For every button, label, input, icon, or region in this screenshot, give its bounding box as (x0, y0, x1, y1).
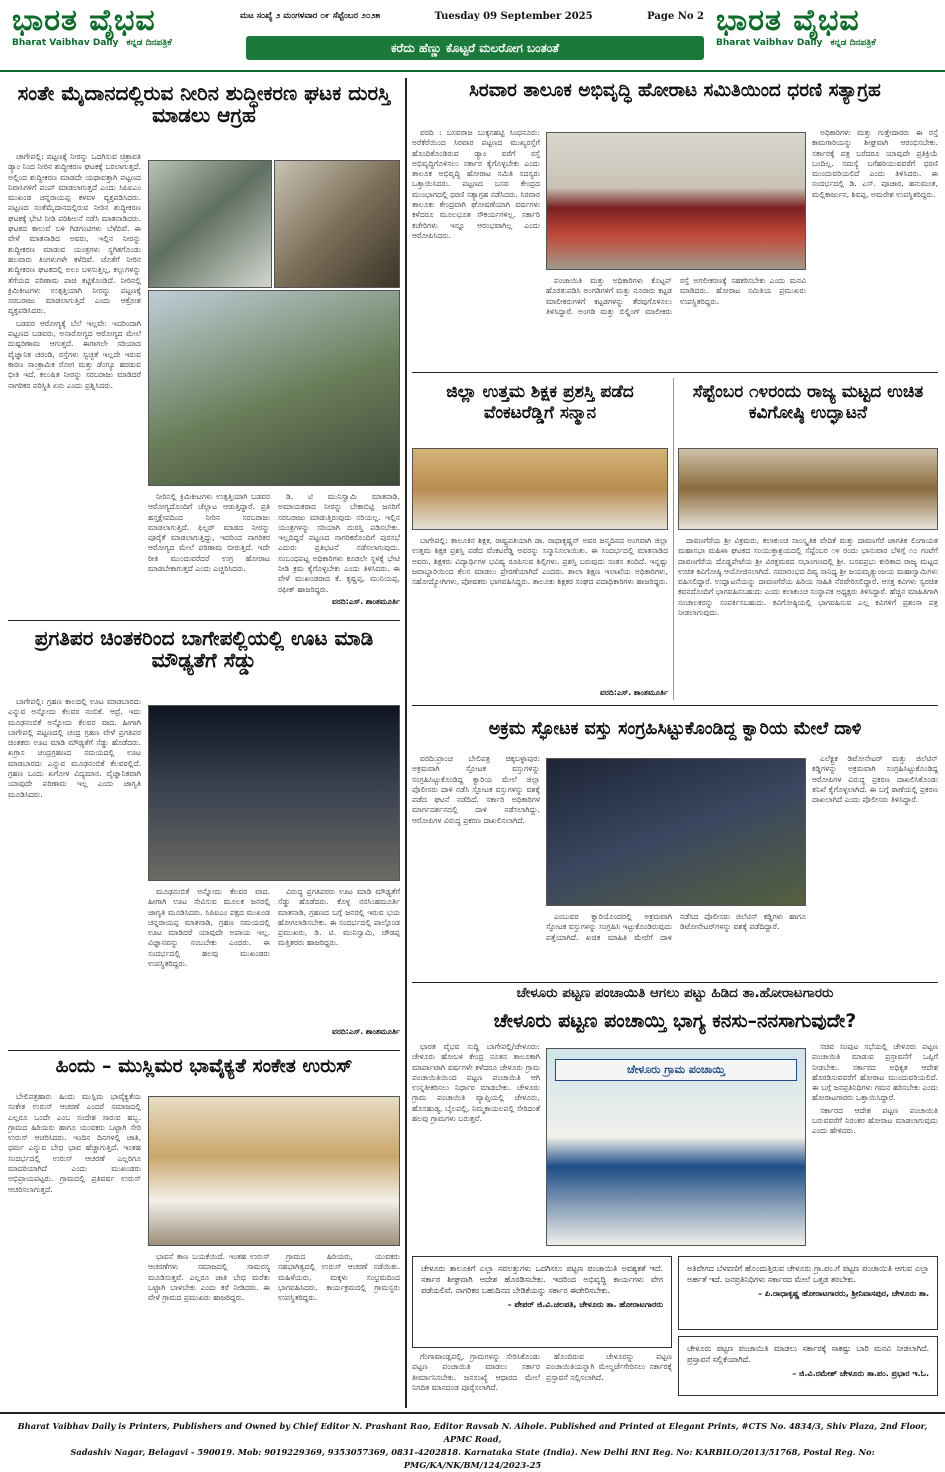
imprint-footer (0, 1412, 945, 1470)
article-body-bottom2 (546, 1352, 672, 1402)
article-byline: ವರದಿ:ಎಸ್. ಶಾಂತಮೂರ್ತಿ (332, 1027, 400, 1036)
article-body-col2 (546, 912, 806, 976)
article-headline: ಅಕ್ರಮ ಸ್ಫೋಟಕ ವಸ್ತು ಸಂಗ್ರಹಿಸಿಟ್ಟುಕೊಂಡಿದ್ದ ಕ್ವಾರಿಯ ಮೇಲೆ ದಾಳಿ (488, 719, 862, 739)
article-poetry-meet (678, 378, 938, 700)
article-quarry-raid (412, 710, 938, 978)
quote-box-radhakrishna (678, 1256, 938, 1330)
imprint-line-2: Sadashiv Nagar, Belagavi - 590019. Mob: 9019229369, 9353057369, 0831-4202818. Karnataka State (India). New Delhi RNI Reg. No: KARBILO/2013/51768, Postal Reg. No: PMG/KA/NK/BM/124/2023-25 (70, 1447, 875, 1470)
quote-text: ಅತಿವೇಗದ ಬೆಳವಣಿಗೆ ಹೊಂದುತ್ತಿರುವ ಚೇಳೂರು ಗ್ರಾ.ಪಂ.ಗೆ ಪಟ್ಟಣ ಪಂಚಾಯಿತಿ ಆಗುವ ಎಲ್ಲಾ ಅರ್ಹತೆ ಇದೆ. ಜನಪ್ರತಿನಿಧಿಗಳು ಸರ್ಕಾರದ ಮೇಲೆ ಒತ್ತಡ ತರಬೇಕು. (687, 1264, 929, 1284)
article-paragraph: ಚಾಗೇಪಲ್ಲಿ: ಪಟ್ಟಣಕ್ಕೆ ನೀರನ್ನು ಒದಗಿಸುವ ಚಿತ್ರಾವತಿ ಡ್ಯಾಂ ನಿಂದ ನೀರಿನ ಶುದ್ಧೀಕರಣ ಘಟಕಕ್ಕೆ ಬರಲಾಗುತ್ತದೆ. ಅಲ್ಲಿಂದ ಶುದ್ಧೀಕರಣ ಮಾಡದೇ ಯಥಾವತ್ತಾಗಿ ಪಟ್ಟಣದ ನಿವಾಸಿಗಳಿಗೆ ಪಂಪ್ ಮಾಡಲಾಗುತ್ತದೆ ಎಂದು ಸಿಪಿಐಎಂ ಮುಖಂಡ ಚನ್ನರಾಯಪ್ಪ ಕಳವಳ ವ್ಯಕ್ತಪಡಿಸಿದರು. ಪಟ್ಟಣದ ಸಂತೆಮೈದಾನದಲ್ಲಿರುವ ನೀರಿನ ಶುದ್ಧೀಕರಣ ಘಟಕಕ್ಕೆ ಭೇಟಿ ನೀಡಿ ಪರಿಶೀಲನೆ ನಡೆಸಿ ಮಾತನಾಡಿದರು. ಘಟಕದ ಕಾಲುವೆ ಬಳಿ ಗಿಡಗಂಟಿಗಳು ಬೆಳೆದಿವೆ. ಈ ವೇಳೆ ಮಾತನಾಡಿದ ಅವರು, ಇಲ್ಲಿನ ನೀರನ್ನು ಶುದ್ಧೀಕರಣ ಮಾಡುವ ಯಂತ್ರಗಳು ಸ್ಥಗಿತಗೊಂಡು ಹಲವಾರು ತಿಂಗಳುಗಳೇ ಕಳೆದಿವೆ. ಜೊತೆಗೆ ನೀರಿನ ಶುದ್ಧೀಕರಣ ಘಟಕದಲ್ಲಿ ಅಲಂ ಬಳಸುತ್ತಿಲ್ಲ, ಕಲ್ಲುಗಳನ್ನು ತೆಗೆಯದ ಪರಿಣಾಮ ಪಾಚಿ ಕಟ್ಟಿಕೊಂಡಿದೆ. ನೀರಿನಲ್ಲಿ ಕ್ರಿಮಿಕೀಟಗಳು ಉತ್ಪತ್ತಿಯಾಗಿ ನೀರನ್ನು ಪಟ್ಟಣಕ್ಕೆ ಸರಬರಾಜು ಮಾಡಲಾಗುತ್ತಿದೆ ಎಂದು ಆಕ್ರೋಶ ವ್ಯಕ್ತಪಡಿಸಿದರು. (8, 152, 141, 316)
logo-english-right: Bharat Vaibhav Daily (716, 38, 823, 48)
photo-police-raid (546, 758, 806, 906)
article-paragraph: ಭಾವನೆ ಕಾಣ ಬಯಕೆಯಿದೆ. ಇಂತಹ ಉರುಸ್ ಆಚರಣೆಗಳು ಸಮಾಜದಲ್ಲಿ ಸಾಮರಸ್ಯ ಮೂಡಿಸುತ್ತವೆ. ಎಲ್ಲರೂ ಜಾತಿ ಬೇಧ ಮರೆತು ಒಟ್ಟಾಗಿ ಬಾಳಬೇಕು ಎಂದು ಕರೆ ನೀಡಿದರು. ಈ ವೇಳೆ ಗ್ರಾಮದ ಪ್ರಮುಖರು ಹಾಜರಿದ್ದರು. (148, 1252, 270, 1303)
article-headline: ಸಿರವಾರ ತಾಲೂಕ ಅಭಿವೃದ್ಧಿ ಹೋರಾಟ ಸಮಿತಿಯಿಂದ ಧರಣಿ ಸತ್ಯಾಗ್ರಹ (469, 80, 881, 101)
article-paragraph: ದಾವಣಗೆರೆಯ ಶ್ರೀ ವಿಕ್ರಮರು, ಕಲಾಕುಂಚ ಸಾಂಸ್ಕೃತಿಕ ವೇದಿಕೆ ಮತ್ತು ದಾವಣಗೆರೆ ಜಾಗತಿಕ ಲಿಂಗಾಯತ ಮಹಾಸಭಾ ಮಹಿಳಾ ಘಟಕದ ಸಂಯುಕ್ತಾಶ್ರಯದಲ್ಲಿ ಸೆಪ್ಟೆಂಬರ ೧೪ ರಂದು ಭಾನುವಾರ ಬೆಳಿಗ್ಗೆ ೧೦ ಗಂಟೆಗೆ ದಾವಣಗೆರೆಯ ದೊಡ್ಡಪೇಟೆಯ ಶ್ರೀ ವಿರಕ್ತಮಠದ ಸಭಾಂಗಣದಲ್ಲಿ ಶ್ರೀ. ಬಸವಪ್ರಭು ಕುರಿತಾದ ರಾಜ್ಯ ಮಟ್ಟದ ಉಚಿತ ಕವಿಗೋಷ್ಠಿ ಆಯೋಜಿಸಲಾಗಿದೆ. ಸಮಾರಂಭದ ದಿವ್ಯ ಸಾನಿಧ್ಯ ಶ್ರೀ ಜಯಮೃತ್ಯುಂಜಯ ಮಹಾಸ್ವಾಮಿಗಳು ವಹಿಸಲಿದ್ದಾರೆ. ಉದ್ಘಾಟನೆಯನ್ನು ದಾವಣಗೆರೆಯ ಹಿರಿಯ ಸಾಹಿತಿ ನೆರವೇರಿಸಲಿದ್ದಾರೆ. ಆಸಕ್ತ ಕವಿಗಳು ಸ್ವರಚಿತ ಕವನದೊಂದಿಗೆ ಭಾಗವಹಿಸಬಹುದು ಎಂದು ಕಲಾಕುಂಚ ಸಂಸ್ಥಾಪಕ ಅಧ್ಯಕ್ಷರು ತಿಳಿಸಿದ್ದಾರೆ. ಹೆಚ್ಚಿನ ಮಾಹಿತಿಗಾಗಿ ಸಂಚಾಲಕರನ್ನು ಸಂಪರ್ಕಿಸಬಹುದು. ಕವಿಗೋಷ್ಠಿಯಲ್ಲಿ ಭಾಗವಹಿಸುವ ಎಲ್ಲ ಕವಿಗಳಿಗೆ ಪ್ರಶಂಸಾ ಪತ್ರ ನೀಡಲಾಗುವುದು. (678, 536, 938, 618)
article-body-col3 (278, 1252, 400, 1402)
article-paragraph: ವಿರುದ್ಧ ಪ್ರಗತಿಪರರು ಊಟ ಮಾಡಿ ಮೌಢ್ಯತೆಗೆ ಸೆಡ್ಡು ಹೊಡೆದರು. ಕೊಳ್ಳ ನರಸಿಂಹಮೂರ್ತಿ ಮಾತನಾಡಿ, ಗ್ರಹಣದ ಬಗ್ಗೆ ಜನರಲ್ಲಿ ಇರುವ ಭಯ ಹೋಗಲಾಡಿಸಬೇಕು. ಈ ಸಂದರ್ಭದಲ್ಲಿ ಪಾಲ್ಗೊಂಡ ಪ್ರಮುಖರು, ಡಿ. ಟಿ. ಮುನಿಸ್ವಾಮಿ, ಚೌಡಪ್ಪ ಮತ್ತಿತರರು ಹಾಜರಿದ್ದರು. (278, 887, 400, 948)
article-paragraph: ವರದಿ : ಬಸವರಾಜ ಬುಕ್ಕನಹಟ್ಟಿ ಸಿಂಧನೂರು: ಅರೆಕೆರೆಯಿಂದ ಸಿರವಾರ ಪಟ್ಟಣದ ಮುಖ್ಯರಸ್ತೆಗೆ ಹೊಂದಿಕೊಂಡಿರುವ ಡ್ಯಾಂ ವರೆಗೆ ರಸ್ತೆ ಅಭಿವೃದ್ಧಿಗೊಳಿಸಲು ಸರ್ಕಾರ ಕೈಗೊಳ್ಳಬೇಕು ಎಂದು ತಾಲೂಕ ಅಭಿವೃದ್ಧಿ ಹೋರಾಟ ಸಮಿತಿ ಸದಸ್ಯರು ಒತ್ತಾಯಿಸಿದರು. ಪಟ್ಟಣದ ಬಸವ ಕೇಂದ್ರದ ಮುಂಭಾಗದಲ್ಲಿ ಧರಣಿ ಸತ್ಯಾಗ್ರಹ ನಡೆಸಿದರು. ಸಿರವಾರ ತಾಲೂಕು ಕೇಂದ್ರವಾಗಿ ಘೋಷಣೆಯಾಗಿ ವರ್ಷಗಳು ಕಳೆದರೂ ಮೂಲಭೂತ ಸೌಕರ್ಯಗಳಿಲ್ಲ. ಸರ್ಕಾರಿ ಕಚೇರಿಗಳು ಇನ್ನೂ ಆರಂಭವಾಗಿಲ್ಲ ಎಂದು ಆರೋಪಿಸಿದರು. (412, 128, 540, 240)
article-byline: ವರದಿ:ಎಸ್. ಶಾಂತಮೂರ್ತಿ (332, 597, 400, 606)
logo-english: Bharat Vaibhav Daily (12, 38, 119, 48)
logo-left (12, 4, 222, 66)
article-byline: ವರದಿ:ಎಸ್. ಶಾಂತಮೂರ್ತಿ (600, 688, 668, 697)
slogan-text: ಕರೆದು ಹೆಣ್ಣು ಕೊಟ್ಟರೆ ಮಲರೋಗ ಬಂತಂತೆ (391, 41, 559, 55)
quote-attribution: – ಪಿ.ರಾಧಾಕೃಷ್ಣ ಹೋರಾಟಗಾರರು, ಶ್ರೀನಿವಾಸಪುರ, ಚೇಳೂರು ತಾ. (758, 1289, 929, 1298)
article-paragraph: ಬಾಗೇಪಲ್ಲಿ: ಗ್ರಹಣ ಕಾಲದಲ್ಲಿ ಊಟ ಮಾಡಬಾರದು ಎನ್ನುವ ಅನ್ನೋದು ಕೆಲವರ ನಂಬಿಕೆ. ಆದ್ರೆ, ಇದು ಮೂಢನಂಬಿಕೆ ಅನ್ನೋದು ಕೆಲವರ ವಾದ. ಹೀಗಾಗಿ ಬಾಗೇಪಲ್ಲಿ ಪಟ್ಟಣದಲ್ಲಿ ಚಂದ್ರ ಗ್ರಹಣ ವೇಳೆ ಪ್ರಗತಿಪರ ಚಿಂತಕರು ಊಟ ಮಾಡಿ ಮೌಢ್ಯತೆಗೆ ಸೆಡ್ಡು ಹೊಡೆದರು. ಖಗ್ರಾಸ ಚಂದ್ರಗ್ರಹಣದ ಸಮಯದಲ್ಲಿ ಊಟ ಮಾಡಬಾರದು ಎನ್ನುವ ಮೂಢನಂಬಿಕೆ ಕೆಲವರಲ್ಲಿದೆ. ಗ್ರಹಣ ಒಂದು ಖಗೋಳ ವಿದ್ಯಮಾನ. ವೈಜ್ಞಾನಿಕವಾಗಿ ಯಾವುದೇ ಪರಿಣಾಮ ಇಲ್ಲ ಎಂದು ಜಾಗೃತಿ ಮೂಡಿಸಿದರು. (8, 697, 141, 799)
article-body (8, 152, 141, 607)
photo-award-felicitation (412, 448, 668, 530)
divider (673, 378, 674, 700)
article-paragraph: ಬೇಲಿಪತ್ರಹಾರ: ಹಿಂದು ಮುಸ್ಲಿಮ ಭಾವೈಕ್ಯತೆಯ ಸಂಕೇತ ಉರುಸ್ ಆಚರಣೆ ಎಂದರೆ ಸಮಾಜದಲ್ಲಿ ಎಲ್ಲರೂ ಒಂದೇ ಎಂಬ ಸಂದೇಶ ಸಾರುವ ಹಬ್ಬ. ಗ್ರಾಮದ ಹಿರಿಯರು ಹಾಗೂ ಯುವಕರು ಒಟ್ಟಾಗಿ ಸೇರಿ ಉರುಸ್ ಆಚರಿಸಿದರು. ಇಂದಿನ ದಿನಗಳಲ್ಲಿ ಜಾತಿ, ಧರ್ಮ ಎನ್ನುವ ಬೇಧ ಭಾವ ಹೆಚ್ಚಾಗುತ್ತಿದೆ. ಇಂತಹ ಸಂದರ್ಭದಲ್ಲಿ ಉರುಸ್ ಆಚರಣೆ ಎಲ್ಲರಿಗೂ ಮಾದರಿಯಾಗಿದೆ ಎಂದು ಮುಖಂಡರು ಅಭಿಪ್ರಾಯಪಟ್ಟರು. ಗ್ರಾಮದಲ್ಲಿ ಪ್ರತಿವರ್ಷ ಉರುಸ್ ಆಚರಿಸಲಾಗುತ್ತದೆ. (8, 1092, 141, 1194)
logo-tagline-right: ಕನ್ನಡ ದಿನಪತ್ರಿಕೆ (830, 38, 876, 48)
article-body (412, 536, 668, 686)
article-body-col3 (812, 1042, 938, 1252)
logo-title: ಭಾರತ ವೈಭವ (12, 3, 156, 38)
article-body (678, 536, 938, 696)
issue-info: ಮಟ ಸಂಖ್ಯೆ ೨ ಮಂಗಳವಾರ ೦೯ ಸೆಪ್ಟೆಂಬರ ೨೦೨೫ (240, 11, 380, 21)
article-headline: ಸಂತೇ ಮೈದಾನದಲ್ಲಿರುವ ನೀರಿನ ಶುದ್ಧೀಕರಣ ಘಟಕ ದುರಸ್ತಿ ಮಾಡಲು ಆಗ್ರಹ (17, 81, 391, 128)
article-body-col2 (148, 492, 270, 607)
article-paragraph: ಬಡವರ ಆರೋಗ್ಯಕ್ಕೆ ಬೆಲೆ ಇಲ್ಲವೇ: ಇದರಿಂದಾಗಿ ಪಟ್ಟಣದ ಬಡವರು, ಅನಾರೋಗ್ಯದ ಆರೋಗ್ಯದ ಮೇಲೆ ದುಷ್ಪರಿಣಾಮ ಆಗುತ್ತದೆ. ಈಗಾಗಲೇ ಸರಿಯಾದ ವೈಜ್ಞಾನಿಕ ಚರಂಡಿ, ರಸ್ತೆಗಳು ಸ್ವಚ್ಛತೆ ಇಲ್ಲದೇ ಇರುವ ಕಾರಣ ಸಾಂಕ್ರಾಮಿಕ ರೋಗ ಮತ್ತು ಡೆಂಗ್ಯೂ ಹರಡುವ ಭೀತಿ ಇದೆ. ಕಲುಷಿತ ನೀರನ್ನು ಸರಬರಾಜು ಮಾಡಿದರೆ ನಾಗರಿಕರ ಪರಿಸ್ಥಿತಿ ಏನು ಎಂದು ಪ್ರಶ್ನಿಸಿದರು. (8, 318, 141, 390)
article-body-col3 (278, 887, 400, 1022)
divider (412, 705, 938, 706)
article-headline: ಸೆಪ್ಟೆಂಬರ ೧೪ರಂದು ರಾಜ್ಯ ಮಟ್ಟದ ಉಚಿತ ಕವಿಗೋಷ್ಠಿ ಉದ್ಘಾಟನೆ (692, 382, 924, 423)
photo-urus-celebration (148, 1096, 400, 1246)
masthead (0, 0, 945, 72)
article-paragraph: ಮೂಢನಂಬಿಕೆ ಅನ್ನೋದು ಕೆಲವರ ವಾದ. ಹೀಗಾಗಿ ಊಟ ಸೇವಿಸುವ ಮೂಲಕ ಜನರಲ್ಲಿ ಜಾಗೃತಿ ಮೂಡಿಸಿದರು. ಸಿಪಿಐಎಂ ಪಕ್ಷದ ಮುಖಂಡ ಚನ್ನರಾಯಪ್ಪ ಮಾತನಾಡಿ, ಗ್ರಹಣ ಸಮಯದಲ್ಲಿ ಊಟ ಮಾಡಿದರೆ ಯಾವುದೇ ಅಪಾಯ ಇಲ್ಲ. ವಿಜ್ಞಾನವನ್ನು ನಂಬಬೇಕು ಎಂದರು. ಈ ಸಂದರ್ಭದಲ್ಲಿ ಹಲವು ಮುಖಂಡರು ಉಪಸ್ಥಿತರಿದ್ದರು. (148, 887, 270, 969)
article-paragraph: ಡಿ. ಟಿ ಮುನಿಸ್ವಾಮಿ ಮಾತನಾಡಿ, ಅಮಾಯಕರಾದ ನೀರನ್ನು ಬೇಕಾಬಿಟ್ಟಿ ಜನರಿಗೆ ಸರಬರಾಜು ಮಾಡುತ್ತಿರುವುದು ಸರಿಯಲ್ಲ. ಇಲ್ಲಿನ ಯಂತ್ರಗಳನ್ನು ಸರಿಯಾಗಿ ದುರಸ್ತಿ ಪಡಿಸಬೇಕು. ಇಲ್ಲದಿದ್ದರೆ ಪಟ್ಟಣದ ನಾಗರಿಕರೊಂದಿಗೆ ಪುರಸಭೆ ಎದುರು ಪ್ರತಿಭಟನೆ ನಡೆಸಲಾಗುವುದು. ಸಂಬಂಧಪಟ್ಟ ಅಧಿಕಾರಿಗಳು ಕೂಡಲೇ ಸ್ಥಳಕ್ಕೆ ಭೇಟಿ ನೀಡಿ ಕ್ರಮ ಕೈಗೊಳ್ಳಬೇಕು ಎಂದು ತಿಳಿಸಿದರು. ಈ ವೇಳೆ ಮುಖಂಡರಾದ ಕೆ. ಕೃಷ್ಣಪ್ಪ, ಮುನಿಯಪ್ಪ, ರಫೀಕ್ ಹಾಜರಿದ್ದರು. (278, 492, 400, 594)
logo-title-right: ಭಾರತ ವೈಭವ (716, 3, 860, 38)
issue-bar (240, 6, 704, 26)
article-paragraph: ವರದಿ:ಪ್ರಾಂಚ ಬೇಲಿಪತ್ರ ಚಿಕ್ಕಬಳ್ಳಾಪುರ: ಅಕ್ರಮವಾಗಿ ಸ್ಫೋಟಕ ವಸ್ತುಗಳನ್ನು ಸಂಗ್ರಹಿಸಿಟ್ಟುಕೊಂಡಿದ್ದ ಕ್ವಾರಿಯ ಮೇಲೆ ಜಿಲ್ಲಾ ಪೊಲೀಸರು ದಾಳಿ ನಡೆಸಿ ಸ್ಫೋಟಕ ವಸ್ತುಗಳನ್ನು ವಶಕ್ಕೆ ಪಡೆದ ಘಟನೆ ನಡೆದಿದೆ. ಸರ್ಕಾರಿ ಅಧಿಕಾರಿಗಳ ಮಾರ್ಗದರ್ಶನದಲ್ಲಿ ದಾಳಿ ನಡೆಸಲಾಗಿದ್ದು, ಆರೋಪಿಗಳ ವಿರುದ್ಧ ಪ್ರಕರಣ ದಾಖಲಿಸಲಾಗಿದೆ. (412, 754, 540, 825)
article-body-col2 (546, 276, 806, 366)
divider (412, 372, 938, 373)
article-body (412, 128, 540, 366)
photo-dharna-tent (546, 132, 806, 270)
article-body-col3 (812, 128, 938, 366)
article-body-bottom (412, 1352, 540, 1402)
article-urus-harmony (8, 1054, 400, 1404)
quote-box-ramesh (678, 1336, 938, 1396)
article-sirwar-protest (412, 80, 938, 368)
quote-attribution: – ಪೇಪರ್ ಜಿ.ವಿ.ಚಲಪತಿ, ಚೇಳೂರು ತಾ. ಹೋರಾಟಗಾರರು (507, 1300, 663, 1309)
logo-right (716, 4, 936, 66)
article-headline: ಹಿಂದು – ಮುಸ್ಲಿಮರ ಭಾವೈಕ್ಯತೆ ಸಂಕೇತ ಉರುಸ್ (55, 1055, 353, 1077)
article-headline: ಪ್ರಗತಿಪರ ಚಿಂತಕರಿಂದ ಬಾಗೇಪಲ್ಲಿಯಲ್ಲಿ ಊಟ ಮಾಡಿ ಮೌಢ್ಯತೆಗೆ ಸೆಡ್ಡು (34, 626, 374, 673)
article-headline: ಜಿಲ್ಲಾ ಉತ್ತಮ ಶಿಕ್ಷಕ ಪ್ರಶಸ್ತಿ ಪಡೆದ ವೆಂಕಟರೆಡ್ಡಿಗೆ ಸನ್ಮಾನ (446, 382, 634, 423)
article-paragraph: ನೀರಿನಲ್ಲಿ ಕ್ರಿಮಿಕೀಟಗಳು ಉತ್ಪತ್ತಿಯಾಗಿ ಬಡವರ ಆರೋಗ್ಯದೊಂದಿಗೆ ಚೆಲ್ಲಾಟ ಆಡುತ್ತಿದ್ದಾರೆ. ಪ್ರತಿ ಹಸ್ತಕ್ಷೇಪದಿಂದ ನೀರಿನ ಸರಬರಾಜು ಮಾಡಲಾಗುತ್ತಿದೆ. ಫಿಲ್ಟರ್ ಮಾಡದ ನೀರನ್ನು ಪೂರೈಕೆ ಮಾಡಲಾಗುತ್ತಿದ್ದು, ಇದರಿಂದ ನಾಗರಿಕರ ಆರೋಗ್ಯದ ಮೇಲೆ ಪರಿಣಾಮ ಬೀರುತ್ತಿದೆ. ಇದೇ ರೀತಿ ಮುಂದುವರೆದರೆ ಉಗ್ರ ಹೋರಾಟ ಮಾಡಬೇಕಾಗುತ್ತದೆ ಎಂದು ಎಚ್ಚರಿಸಿದರು. (148, 492, 270, 574)
issue-date: Tuesday 09 September 2025 (434, 10, 593, 22)
article-paragraph: ಹೊಂದಿರುವ ಚೇಳೂರನ್ನು ಪಟ್ಟಣ ಪಂಚಾಯಿತಿಯನ್ನಾಗಿ ಮೇಲ್ದರ್ಜೆಗೇರಿಸಲು ಸರ್ಕಾರಕ್ಕೆ ಪ್ರಸ್ತಾವನೆ ಸಲ್ಲಿಸಲಾಗಿದೆ. (546, 1352, 672, 1382)
article-body (8, 1092, 141, 1402)
article-paragraph: ಎಲೆಕ್ಟ್ರಿಕ ಡಿಟೋನೇಟರ್ ಮತ್ತು ಜಿಲೆಟಿನ್ ಕಡ್ಡಿಗಳನ್ನು ಅಕ್ರಮವಾಗಿ ಸಂಗ್ರಹಿಸಿಟ್ಟುಕೊಂಡಿದ್ದ ಆರೋಪಿಗಳ ವಿರುದ್ಧ ಪ್ರಕರಣ ದಾಖಲಿಸಿಕೊಂಡು ತನಿಖೆ ಕೈಗೊಳ್ಳಲಾಗಿದೆ. ಈ ಬಗ್ಗೆ ಠಾಣೆಯಲ್ಲಿ ಪ್ರಕರಣ ದಾಖಲಾಗಿದೆ ಎಂದು ಪೊಲೀಸರು ತಿಳಿಸಿದ್ದಾರೆ. (812, 754, 938, 805)
article-body (412, 1042, 540, 1252)
article-paragraph: ಭಾರತ ವೈಭವ ಸುದ್ದಿ ಬಾಗೇಪಲ್ಲಿ/ಚೇಳೂರು: ಚೇಳೂರು ಹೋಬಳಿ ಕೇಂದ್ರ ನೂತನ ತಾಲೂಕಾಗಿ ಮಾರ್ಪಾಟಾಗಿ ವರ್ಷಗಳೇ ಕಳೆದರೂ ಚೇಳೂರು ಗ್ರಾಮ ಪಂಚಾಯಿತಿಯಿಂದ ಪಟ್ಟಣ ಪಂಚಾಯಿತಿ ಆಗಿ ಉನ್ನತೀಕರಿಸಲು ನಿರ್ಧಾರ ಮಾಡಬೇಕು. ಚೇಳೂರು ಗ್ರಾಮ ಪಂಚಾಯಿತಿ ವ್ಯಾಪ್ತಿಯಲ್ಲಿ ಚೇಳೂರು, ಹೊಸಹುಡ್ಯ, ಬೈಲಪಲ್ಲಿ, ನಿಮ್ಮಕಾಯಲಪಲ್ಲಿ ಸೇರಿದಂತೆ ಹಲವು ಗ್ರಾಮಗಳು ಬರುತ್ತವೆ. (412, 1042, 540, 1124)
photo-panchayat-building (546, 1048, 806, 1246)
article-body-col2 (148, 887, 270, 1037)
quote-text: ಚೇಳೂರು ಪಟ್ಟಣ ಪಂಚಾಯಿತಿ ಮಾಡಲು ಸರ್ಕಾರಕ್ಕೆ ಸಾಕಷ್ಟು ಬಾರಿ ಮನವಿ ನೀಡಲಾಗಿದೆ. ಪ್ರಸ್ತಾವನೆ ಸಲ್ಲಿಕೆಯಾಗಿದೆ. (687, 1344, 929, 1364)
article-body-col3 (278, 492, 400, 595)
divider (8, 620, 400, 621)
article-paragraph: ಪಂಚಾಯಿತಿ ಮತ್ತು ಅಧಿಕಾರಿಗಳು ಕೊಟ್ಟನ್ ಹೊರತುಪಡಿಸಿ ಅಂಗಡಿಗಳಿಗೆ ಮತ್ತು ನೂರಾರು ಕಟ್ಟಡ ಮಾಲೀಕರುಗಳಿಗೆ ಕಟ್ಟಡಗಳನ್ನು ತೆರವುಗೊಳಿಸಲು ತಿಳಿಸಿದ್ದಾರೆ. ಅಂಗಡಿ ಮತ್ತು ಬಿಲ್ಡಿಂಗ್ ಮಾಲೀಕರು ರಸ್ತೆ ಅಗಲೀಕರಣಕ್ಕೆ ಸಹಕರಿಸಬೇಕು ಎಂದು ಮನವಿ ಮಾಡಿದರು. ಹೋರಾಟ ಸಮಿತಿಯ ಪ್ರಮುಖರು ಉಪಸ್ಥಿತರಿದ್ದರು. (546, 276, 806, 316)
article-paragraph: ಬಾಗೇಪಲ್ಲಿ: ತಾಲೂಕಿನ ಶಿಕ್ಷಕ, ರಾಷ್ಟ್ರಪತಿಯಾಗಿ ಡಾ. ರಾಧಾಕೃಷ್ಣನ್ ಅವರ ಜನ್ಮದಿನದ ಅಂಗವಾಗಿ ಜಿಲ್ಲಾ ಉತ್ತಮ ಶಿಕ್ಷಕ ಪ್ರಶಸ್ತಿ ಪಡೆದ ವೆಂಕಟರೆಡ್ಡಿ ಅವರನ್ನು ಸನ್ಮಾನಿಸಲಾಯಿತು. ಈ ಸಂದರ್ಭದಲ್ಲಿ ಮಾತನಾಡಿದ ಅವರು, ಶಿಕ್ಷಕರು ವಿದ್ಯಾರ್ಥಿಗಳ ಭವಿಷ್ಯ ರೂಪಿಸುವ ಶಿಲ್ಪಿಗಳು. ಪ್ರಶಸ್ತಿ ಬರುವುದು ಸಂತಸ ತಂದಿದೆ. ಇನ್ನಷ್ಟು ಜವಾಬ್ದಾರಿಯಿಂದ ಕೆಲಸ ಮಾಡಲು ಪ್ರೇರಣೆಯಾಗಿದೆ ಎಂದರು. ಶಾಲಾ ಶಿಕ್ಷಣ ಇಲಾಖೆಯ ಅಧಿಕಾರಿಗಳು, ಸಹೋದ್ಯೋಗಿಗಳು, ಪೋಷಕರು ಭಾಗವಹಿಸಿದ್ದರು. ತಾಲೂಕು ಶಿಕ್ಷಕರ ಸಂಘದ ಪದಾಧಿಕಾರಿಗಳು ಹಾಜರಿದ್ದರು. (412, 536, 668, 587)
article-kicker: ಚೇಳೂರು ಪಟ್ಟಣ ಪಂಚಾಯಿತಿ ಆಗಲು ಪಟ್ಟು ಹಿಡಿದ ತಾ.ಹೋರಾಟಗಾರರು (516, 985, 834, 1001)
article-teacher-award (412, 378, 668, 700)
photo-leaders-inspecting (148, 290, 400, 486)
divider (412, 982, 938, 983)
imprint-line-1: Bharat Vaibhav Daily is Printers, Publishers and Owned by Chief Editor N. Prashant Rao, Editor Ravsab N. Aihole. Published and Printed at Elegant Prints, #CTS No. 4834/3, Shiv Plaza, 2nd Floor, APMC Road, (17, 1421, 928, 1444)
article-paragraph: ಸರ್ಕಾರದ ಆದೇಶ ಪಟ್ಟಣ ಪಂಚಾಯಿತಿ ಬರುವವರೆಗೆ ನಿರಂತರ ಹೋರಾಟ ಮಾಡಲಾಗುವುದು ಎಂದು ಹೇಳಿದರು. (812, 1105, 938, 1136)
article-body (412, 754, 540, 976)
logo-tagline: ಕನ್ನಡ ದಿನಪತ್ರಿಕೆ (126, 38, 172, 48)
divider (8, 1050, 400, 1051)
page-number: Page No 2 (647, 10, 704, 22)
photo-gear-wheel (274, 160, 400, 288)
center-divider (405, 78, 407, 1408)
slogan-banner (246, 36, 704, 60)
photo-people-eating-street (148, 705, 400, 881)
article-body-col2 (148, 1252, 270, 1402)
article-body (8, 697, 141, 1037)
photo-treatment-machinery (148, 160, 272, 288)
article-paragraph: ಗ್ರಾಮದ ಹಿರಿಯರು, ಯುವಕರು ಸಹಭಾಗಿತ್ವದಲ್ಲಿ ಉರುಸ್ ಆಚರಣೆ ನಡೆಯಿತು. ಮಹಿಳೆಯರು, ಮಕ್ಕಳು ಸಂಭ್ರಮದಿಂದ ಭಾಗವಹಿಸಿದರು. ಕಾರ್ಯಕ್ರಮದಲ್ಲಿ ಗ್ರಾಮಸ್ಥರು ಉಪಸ್ಥಿತರಿದ್ದರು. (278, 1252, 400, 1303)
article-paragraph: ಎಂಬುವರ ಕ್ವಾರಿಯೊಂದರಲ್ಲಿ ಅಕ್ರಮವಾಗಿ ಸ್ಫೋಟಕ ವಸ್ತುಗಳನ್ನು ಸಂಗ್ರಹಿಸಿ ಇಟ್ಟುಕೊಂಡಿರುವುದು ಪತ್ತೆಯಾಗಿದೆ. ಖಚಿತ ಮಾಹಿತಿ ಮೇರೆಗೆ ದಾಳಿ ನಡೆಸಿದ ಪೊಲೀಸರು ಜಿಲೆಟಿನ್ ಕಡ್ಡಿಗಳು ಹಾಗೂ ಡಿಟೋನೇಟರ್‌ಗಳನ್ನು ವಶಕ್ಕೆ ಪಡೆದಿದ್ದಾರೆ. (546, 912, 806, 942)
article-chelur-panchayat (412, 986, 938, 1406)
quote-box-chalapathi (412, 1256, 672, 1348)
article-paragraph: ಸಚಿವ ಸಂಪುಟ ಸಭೆಯಲ್ಲಿ ಚೇಳೂರು ಪಟ್ಟಣ ಪಂಚಾಯಿತಿ ಮಾಡುವ ಪ್ರಸ್ತಾವನೆಗೆ ಒಪ್ಪಿಗೆ ನೀಡಬೇಕು. ಸರ್ಕಾರದ ಅಧಿಕೃತ ಆದೇಶ ಹೊರಡಿಸುವವರೆಗೆ ಹೋರಾಟ ಮುಂದುವರಿಯಲಿದೆ. ಈ ಬಗ್ಗೆ ಜನಪ್ರತಿನಿಧಿಗಳು ಗಮನ ಹರಿಸಬೇಕು ಎಂದು ಹೋರಾಟಗಾರರು ಒತ್ತಾಯಿಸಿದ್ದಾರೆ. (812, 1042, 938, 1103)
article-paragraph: ಅಧಿಕಾರಿಗಳು ಮತ್ತು ಗುತ್ತೇದಾರರು ಈ ರಸ್ತೆ ಕಾಮಗಾರಿಯನ್ನು ಶೀಘ್ರವಾಗಿ ಆರಂಭಿಸಬೇಕು. ಸರ್ಕಾರಕ್ಕೆ ಪತ್ರ ಬರೆದರೂ ಯಾವುದೇ ಪ್ರತಿಕ್ರಿಯೆ ಬಂದಿಲ್ಲ. ಸಮಸ್ಯೆ ಬಗೆಹರಿಯುವವರೆಗೆ ಧರಣಿ ಮುಂದುವರಿಯಲಿದೆ ಎಂದು ತಿಳಿಸಿದರು. ಈ ಸಂದರ್ಭದಲ್ಲಿ ಡಿ. ಎಸ್. ಪೂಜಾರ, ಹನುಮಂತ, ಮಲ್ಲಿಕಾರ್ಜುನ, ಶಿವಪ್ಪ, ಅಮರೇಶ ಉಪಸ್ಥಿತರಿದ್ದರು. (812, 128, 938, 199)
article-eclipse-meal (8, 625, 400, 1045)
panchayat-sign: ಚೇಳೂರು ಗ್ರಾಮ ಪಂಚಾಯ್ತಿ (555, 1059, 797, 1081)
article-water-plant (8, 80, 400, 615)
quote-text: ಚೇಳೂರು ತಾಲೂಕಿಗೆ ಎಲ್ಲಾ ಸವಲತ್ತುಗಳು ಒದಗಿಸಲು ಪಟ್ಟಣ ಪಂಚಾಯಿತಿ ಅವಶ್ಯಕತೆ ಇದೆ. ಸರ್ಕಾರ ಶೀಘ್ರವಾಗಿ ಆದೇಶ ಹೊರಡಿಸಬೇಕು. ಇದರಿಂದ ಅಭಿವೃದ್ಧಿ ಕಾರ್ಯಗಳು ವೇಗ ಪಡೆಯಲಿವೆ. ನಾಗರಿಕರ ಬಹುದಿನದ ಬೇಡಿಕೆಯನ್ನು ಸರ್ಕಾರ ಈಡೇರಿಸಬೇಕು. (421, 1264, 663, 1295)
article-body-col3 (812, 754, 938, 976)
article-paragraph: ಗೆಂಗಾವಾಂಡ್ಲಪಲ್ಲಿ, ಗ್ರಾಮಗಳನ್ನು ಸೇರಿಸಿಕೊಂಡು ಪಟ್ಟಣ ಪಂಚಾಯಿತಿ ಮಾಡಲು ಸರ್ಕಾರ ತೀರ್ಮಾನಿಸಬೇಕು. ಜನಸಂಖ್ಯೆ ಆಧಾರದ ಮೇಲೆ ನಿಗದಿತ ಮಾನದಂಡ ಪೂರೈಸಲಾಗಿದೆ. (412, 1352, 540, 1392)
photo-poetry-launch (678, 448, 938, 530)
article-headline: ಚೇಳೂರು ಪಟ್ಟಣ ಪಂಚಾಯ್ತಿ ಭಾಗ್ಯ ಕನಸು–ನನಸಾಗುವುದೇ? (493, 1010, 857, 1032)
quote-attribution: – ಜಿ.ವಿ.ರಮೇಶ್ ಚೇಳೂರು ತಾ.ಪಂ. ಪ್ರಭಾರ ಇ.ಓ. (792, 1369, 929, 1378)
